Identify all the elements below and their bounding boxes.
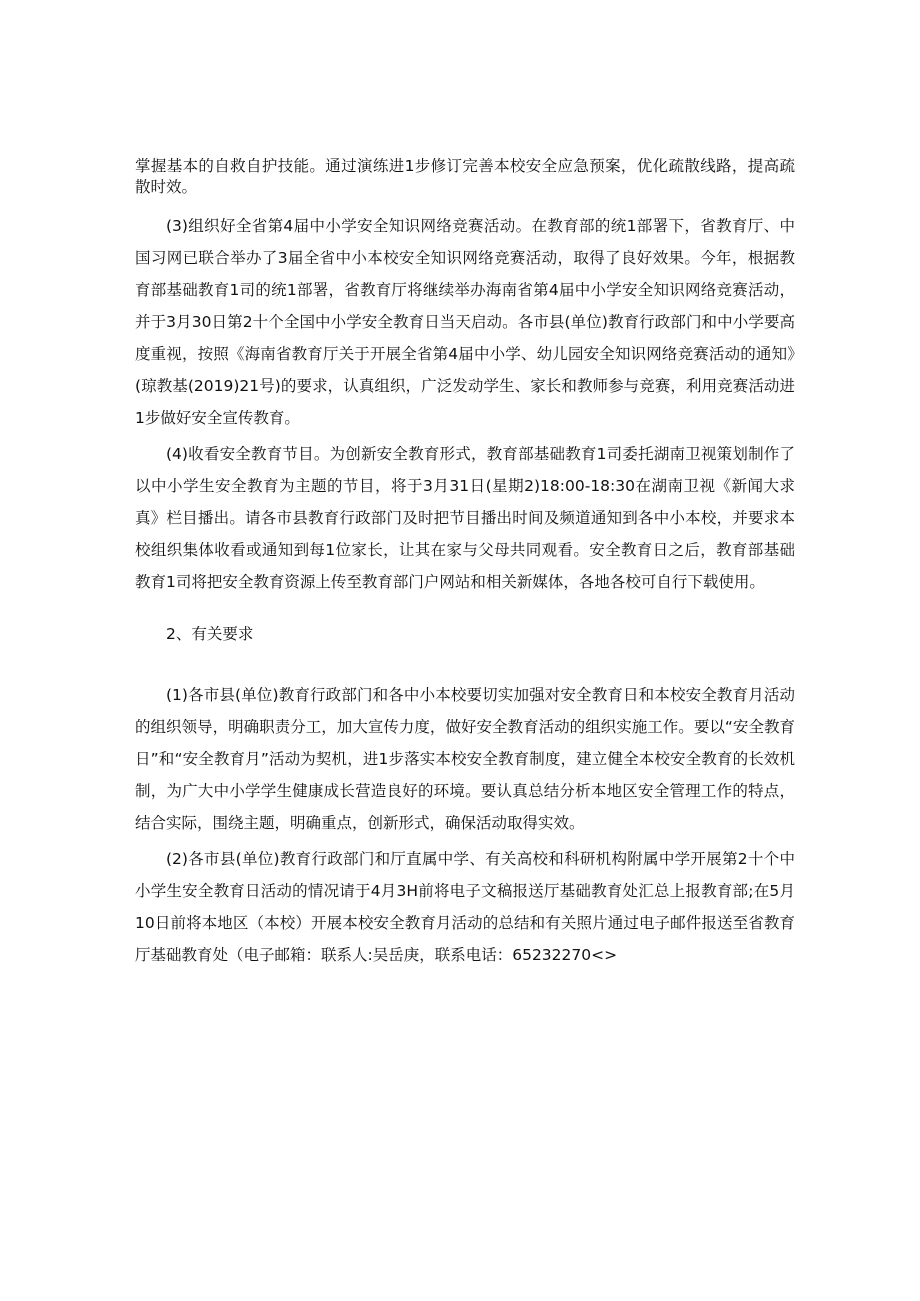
paragraph-intro: 掌握基本的自救自护技能。通过演练进1步修订完善本校安全应急预案，优化疏散线路，提高疏散时效。 xyxy=(135,157,795,196)
paragraph-item-3: (3)组织好全省第4届中小学安全知识网络竞赛活动。在教育部的统1部署下，省教育厅、中国习网已联合举办了3届全省中小本校安全知识网络竞赛活动，取得了良好效果。今年，根据教育部基础教育1司的统1部署，省教育厅将继续举办海南省第4届中小学安全知识网络竞赛活动，并于3月30日第2十个全国中小学安全教育日当天启动。各市县(单位)教育行政部门和中小学要高度重视，按照《海南省教育厅关于开展全省第4届中小学、幼儿园安全知识网络竞赛活动的通知》(琼教基(2019)21号)的要求，认真组织，广泛发动学生、家长和教师参与竞赛，利用竞赛活动进1步做好安全宣传教育。 xyxy=(135,217,795,427)
requirement-item-1: (1)各市县(单位)教育行政部门和各中小本校要切实加强对安全教育日和本校安全教育月活动的组织领导，明确职责分工，加大宣传力度，做好安全教育活动的组织实施工作。要以“安全教育日”和“安全教育月”活动为契机，进1步落实本校安全教育制度，建立健全本校安全教育的长效机制，为广大中小学学生健康成长营造良好的环境。要认真总结分析本地区安全管理工作的特点，结合实际，围绕主题，明确重点，创新形式，确保活动取得实效。 xyxy=(135,686,795,832)
paragraph-item-4: (4)收看安全教育节目。为创新安全教育形式，教育部基础教育1司委托湖南卫视策划制作了以中小学生安全教育为主题的节目，将于3月31日(星期2)18:00-18:30在湖南卫视《新闻大求真》栏目播出。请各市县教育行政部门及时把节目播出时间及频道通知到各中小本校，并要求本校组织集体收看或通知到每1位家长，让其在家与父母共同观看。安全教育日之后，教育部基础教育1司将把安全教育资源上传至教育部门户网站和相关新媒体，各地各校可自行下载使用。 xyxy=(135,445,795,591)
section-heading: 2、有关要求 xyxy=(166,625,254,643)
document-body xyxy=(135,156,795,971)
requirement-item-2: (2)各市县(单位)教育行政部门和厅直属中学、有关高校和科研机构附属中学开展第2十个中小学生安全教育日活动的情况请于4月3H前将电子文稿报送厅基础教育处汇总上报教育部;在5月10日前将本地区（本校）开展本校安全教育月活动的总结和有关照片通过电子邮件报送至省教育厅基础教育处（电子邮箱：联系人:吴岳庚，联系电话：65232270<> xyxy=(135,850,795,964)
